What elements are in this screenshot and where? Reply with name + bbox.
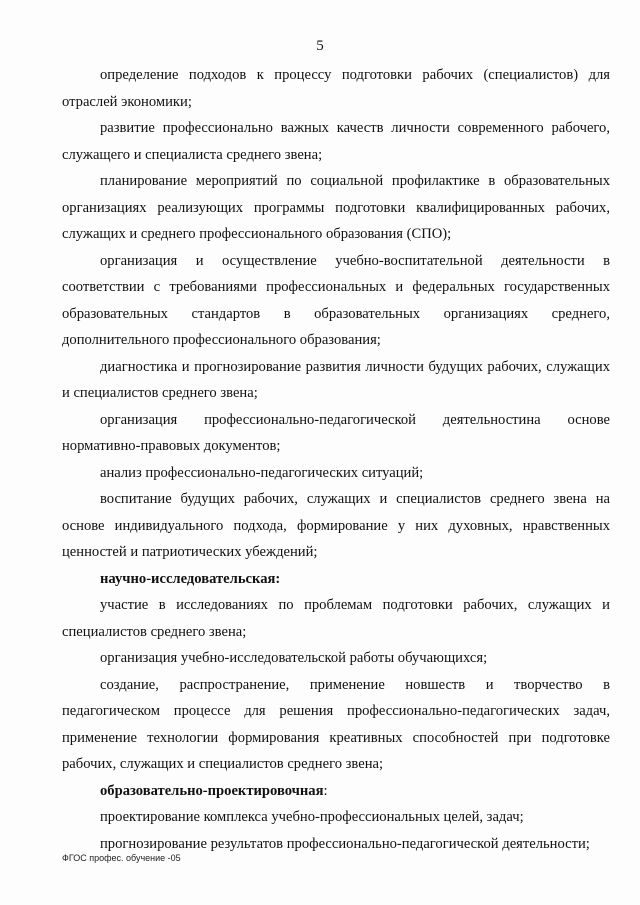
section-heading-design (62, 778, 610, 805)
document-body (62, 62, 610, 857)
paragraph-research-participation: участие в исследованиях по проблемам подготовки рабочих, служащих и специалистов среднего звена; (62, 597, 610, 640)
paragraph-organization: организация и осуществление учебно-воспитательной деятельности в соответствии с требованиями профессиональных и федеральных государственных образовательных стандартов в образовательных организациях среднего, дополнительного профессионального образования; (62, 252, 610, 348)
page-number: 5 (316, 38, 324, 54)
paragraph-forecasting: прогнозирование результатов профессионально-педагогической деятельности; (100, 835, 590, 852)
section-heading-design-text: образовательно-проектировочная (100, 782, 324, 799)
paragraph-planning: планирование мероприятий по социальной профилактике в образовательных организациях реализующих программы подготовки квалифицированных рабочих, служащих и среднего профессионального образования (СПО); (62, 173, 610, 242)
section-heading-design-colon: : (323, 782, 328, 799)
section-heading-research: научно-исследовательская: (100, 570, 281, 587)
paragraph-diagnostics: диагностика и прогнозирование развития личности будущих рабочих, служащих и специалистов среднего звена; (62, 358, 610, 401)
paragraph-innovation: создание, распространение, применение новшеств и творчество в педагогическом процессе для решения профессионально-педагогических задач, применение технологии формирования креативных способностей при подготовке рабочих, служащих и специалистов среднего звена; (62, 676, 610, 772)
page-footer: ФГОС профес. обучение -05 (62, 853, 181, 863)
paragraph-approaches: определение подходов к процессу подготовки рабочих (специалистов) для отраслей экономики; (62, 67, 610, 110)
paragraph-regulatory: организация профессионально-педагогической деятельностина основе нормативно-правовых документов; (62, 411, 610, 454)
paragraph-analysis: анализ профессионально-педагогических ситуаций; (100, 464, 424, 481)
paragraph-qualities: развитие профессионально важных качеств личности современного рабочего, служащего и специалиста среднего звена; (62, 120, 610, 163)
paragraph-research-organization: организация учебно-исследовательской работы обучающихся; (100, 650, 488, 666)
paragraph-upbringing: воспитание будущих рабочих, служащих и специалистов среднего звена на основе индивидуального подхода, формирование у них духовных, нравственных ценностей и патриотических убеждений; (62, 491, 610, 560)
paragraph-goal-design: проектирование комплекса учебно-профессиональных целей, задач; (100, 809, 524, 825)
